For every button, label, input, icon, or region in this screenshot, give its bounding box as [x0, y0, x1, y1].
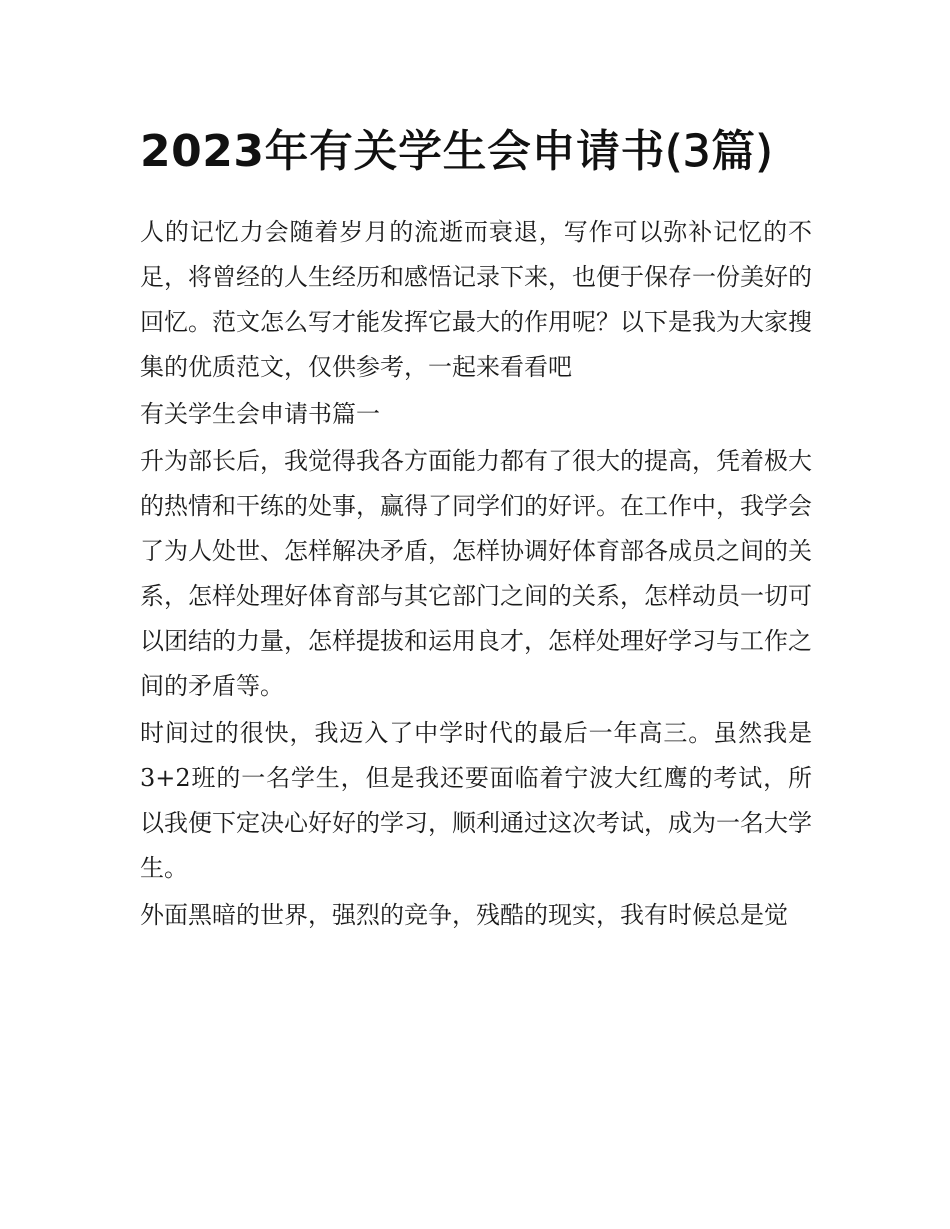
document-title: [140, 118, 812, 186]
section-paragraph-3: 外面黑暗的世界，强烈的竞争，残酷的现实，我有时候总是觉: [140, 901, 788, 929]
document-body: [140, 210, 812, 938]
section-paragraph-1: 升为部长后，我觉得我各方面能力都有了很大的提高，凭着极大的热情和干练的处事，赢得了同学们的好评。在工作中，我学会了为人处世、怎样解决矛盾，怎样协调好体育部各成员之间的关系，怎样处理好体育部与其它部门之间的关系，怎样动员一切可以团结的力量，怎样提拔和运用良才，怎样处理好学习与工作之间的矛盾等。: [140, 447, 812, 700]
title-text: 年有关学生会申请书(3篇): [264, 126, 774, 177]
intro-paragraph: 人的记忆力会随着岁月的流逝而衰退，写作可以弥补记忆的不足，将曾经的人生经历和感悟记录下来，也便于保存一份美好的回忆。范文怎么写才能发挥它最大的作用呢？以下是我为大家搜集的优质范文，仅供参考，一起来看看吧: [140, 218, 812, 381]
section-paragraph-2: 时间过的很快，我迈入了中学时代的最后一年高三。虽然我是3+2班的一名学生，但是我还要面临着宁波大红鹰的考试，所以我便下定决心好好的学习，顺利通过这次考试，成为一名大学生。: [140, 719, 812, 882]
title-year: 2023: [140, 126, 265, 177]
section-heading: 有关学生会申请书篇一: [140, 400, 380, 428]
document-content: [140, 118, 812, 938]
